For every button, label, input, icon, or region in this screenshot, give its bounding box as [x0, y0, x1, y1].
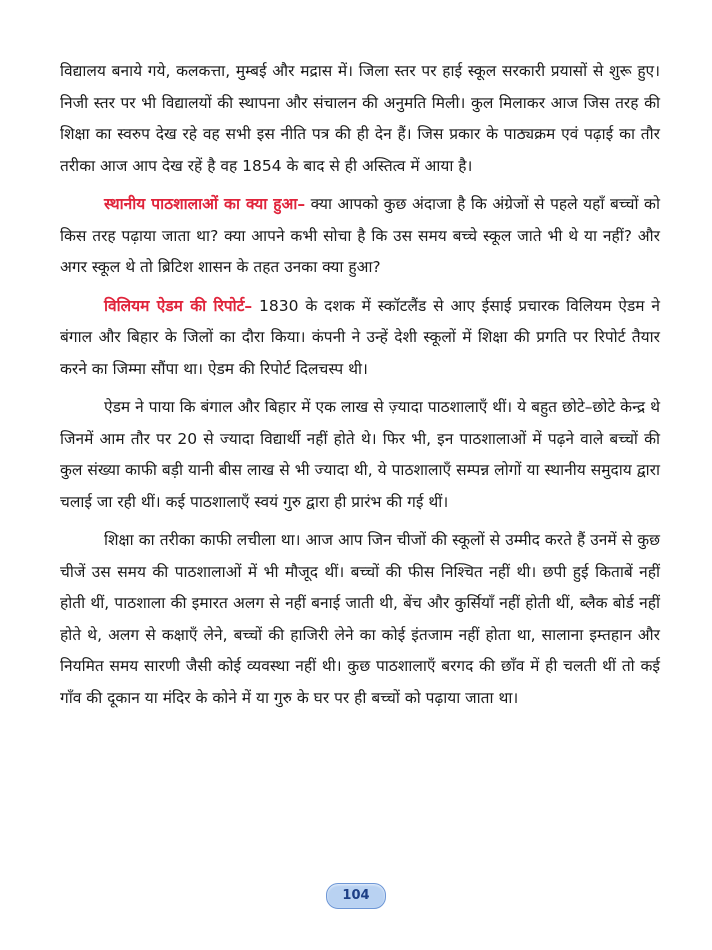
paragraph-adam-report: [60, 291, 660, 386]
heading-local-schools: स्थानीय पाठशालाओं का क्या हुआ–: [104, 195, 306, 213]
heading-adam-report: विलियम ऐडम की रिपोर्ट–: [104, 296, 253, 315]
paragraph-5: शिक्षा का तरीका काफी लचीला था। आज आप जिन चीजों की स्कूलों से उम्मीद करते हैं उनमें से कुछ चीजें उस समय की पाठशालाओं में भी मौजूद थीं। बच्चों की फीस निश्चित नहीं थी। छपी हुई किताबें नहीं होती थीं, पाठशाला की इमारत अलग से नहीं बनाई जाती थी, बेंच और कुर्सियाँ नहीं होती थीं, ब्लैक बोर्ड नहीं होते थे, अलग से कक्षाएँ लेने, बच्चों की हाजिरी लेने का कोई इंतजाम नहीं होता था, सालाना इम्तहान और नियमित समय सारणी जैसी कोई व्यवस्था नहीं थी। कुछ पाठशालाएँ बरगद की छाँव में ही चलती थीं तो कई गाँव की दूकान या मंदिर के कोने में या गुरु के घर पर ही बच्चों को पढ़ाया जाता था।: [60, 531, 660, 707]
paragraph-4: ऐडम ने पाया कि बंगाल और बिहार में एक लाख से ज़्यादा पाठशालाएँ थीं। ये बहुत छोटे–छोटे केन्द्र थे जिनमें आम तौर पर 20 से ज्यादा विद्यार्थी नहीं होते थे। फिर भी, इन पाठशालाओं में पढ़ने वाले बच्चों की कुल संख्या काफी बड़ी यानी बीस लाख से भी ज्यादा थी, ये पाठशालाएँ सम्पन्न लोगों या स्थानीय समुदाय द्वारा चलाई जा रही थीं। कई पाठशालाएँ स्वयं गुरु द्वारा ही प्रारंभ की गई थीं।: [60, 398, 660, 511]
paragraph-local-schools-body: क्या आपको कुछ अंदाजा है कि अंग्रेजों से पहले यहाँ बच्चों को किस तरह पढ़ाया जाता था? क्या आपने कभी सोचा है कि उस समय बच्चे स्कूल जाते भी थे या नहीं? और अगर स्कूल थे तो ब्रिटिश शासन के तहत उनका क्या हुआ?: [60, 195, 661, 276]
page-number: 104: [326, 883, 386, 909]
paragraph-1: विद्यालय बनाये गये, कलकत्ता, मुम्बई और मद्रास में। जिला स्तर पर हाई स्कूल सरकारी प्रयासों से शुरू हुए। निजी स्तर पर भी विद्यालयों की स्थापना और संचालन की अनुमति मिली। कुल मिलाकर आज जिस तरह की शिक्षा का स्वरुप देख रहे वह सभी इस नीति पत्र की ही देन हैं। जिस प्रकार के पाठ्यक्रम एवं पढ़ाई का तौर तरीका आज आप देख रहें है वह 1854 के बाद से ही अस्तित्व में आया है।: [60, 62, 660, 175]
paragraph-adam-report-body: 1830 के दशक में स्कॉटलैंड से आए ईसाई प्रचारक विलियम ऐडम ने बंगाल और बिहार के जिलों का दौरा किया। कंपनी ने उन्हें देशी स्कूलों में शिक्षा की प्रगति पर रिपोर्ट तैयार करने का जिम्मा सौंपा था। ऐडम की रिपोर्ट दिलचस्प थी।: [60, 296, 661, 378]
page-footer: [0, 883, 712, 909]
paragraph-local-schools: [60, 189, 660, 284]
